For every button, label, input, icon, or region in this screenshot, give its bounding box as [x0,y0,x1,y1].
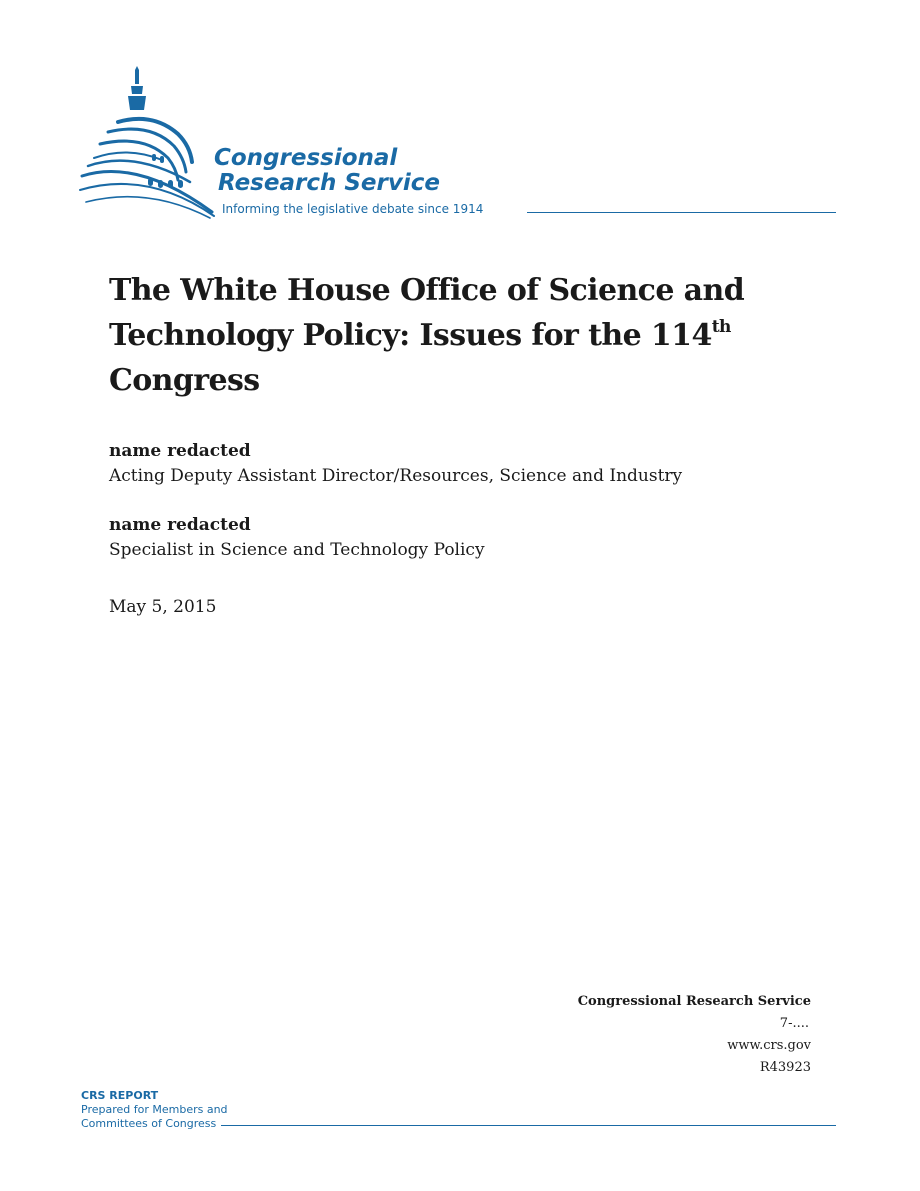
author-1 [109,439,682,489]
capitol-dome-icon [78,62,218,222]
logo-org-name [214,146,440,196]
report-title-end: Congress [109,363,260,398]
author-role: Specialist in Science and Technology Policy [109,540,485,560]
footer-label: CRS REPORT [81,1089,159,1102]
footer-divider [221,1125,836,1126]
header-divider [527,212,836,213]
footer-crs-report [81,1089,228,1131]
report-title-superscript: th [711,317,731,337]
logo-tagline: Informing the legislative debate since 1914 [222,202,484,216]
crs-logo [78,62,528,222]
logo-org-line1: Congressional [214,145,398,171]
crs-org-name: Congressional Research Service [577,994,811,1009]
crs-phone: 7-.... [779,1016,809,1031]
author-name: name redacted [109,515,251,535]
footer-line2: Committees of Congress [81,1117,217,1130]
author-2 [109,513,485,563]
crs-website-link[interactable]: www.crs.gov [727,1038,811,1053]
report-title [109,268,749,403]
crs-contact-block [578,991,811,1079]
report-title-main: The White House Office of Science and Technology Policy: Issues for the 114 [109,273,745,353]
author-role: Acting Deputy Assistant Director/Resources, Science and Industry [109,466,683,486]
footer-line1: Prepared for Members and [81,1103,228,1116]
author-name: name redacted [109,441,251,461]
logo-org-line2: Research Service [218,170,440,196]
report-date: May 5, 2015 [109,597,217,617]
crs-report-number: R43923 [759,1060,811,1075]
